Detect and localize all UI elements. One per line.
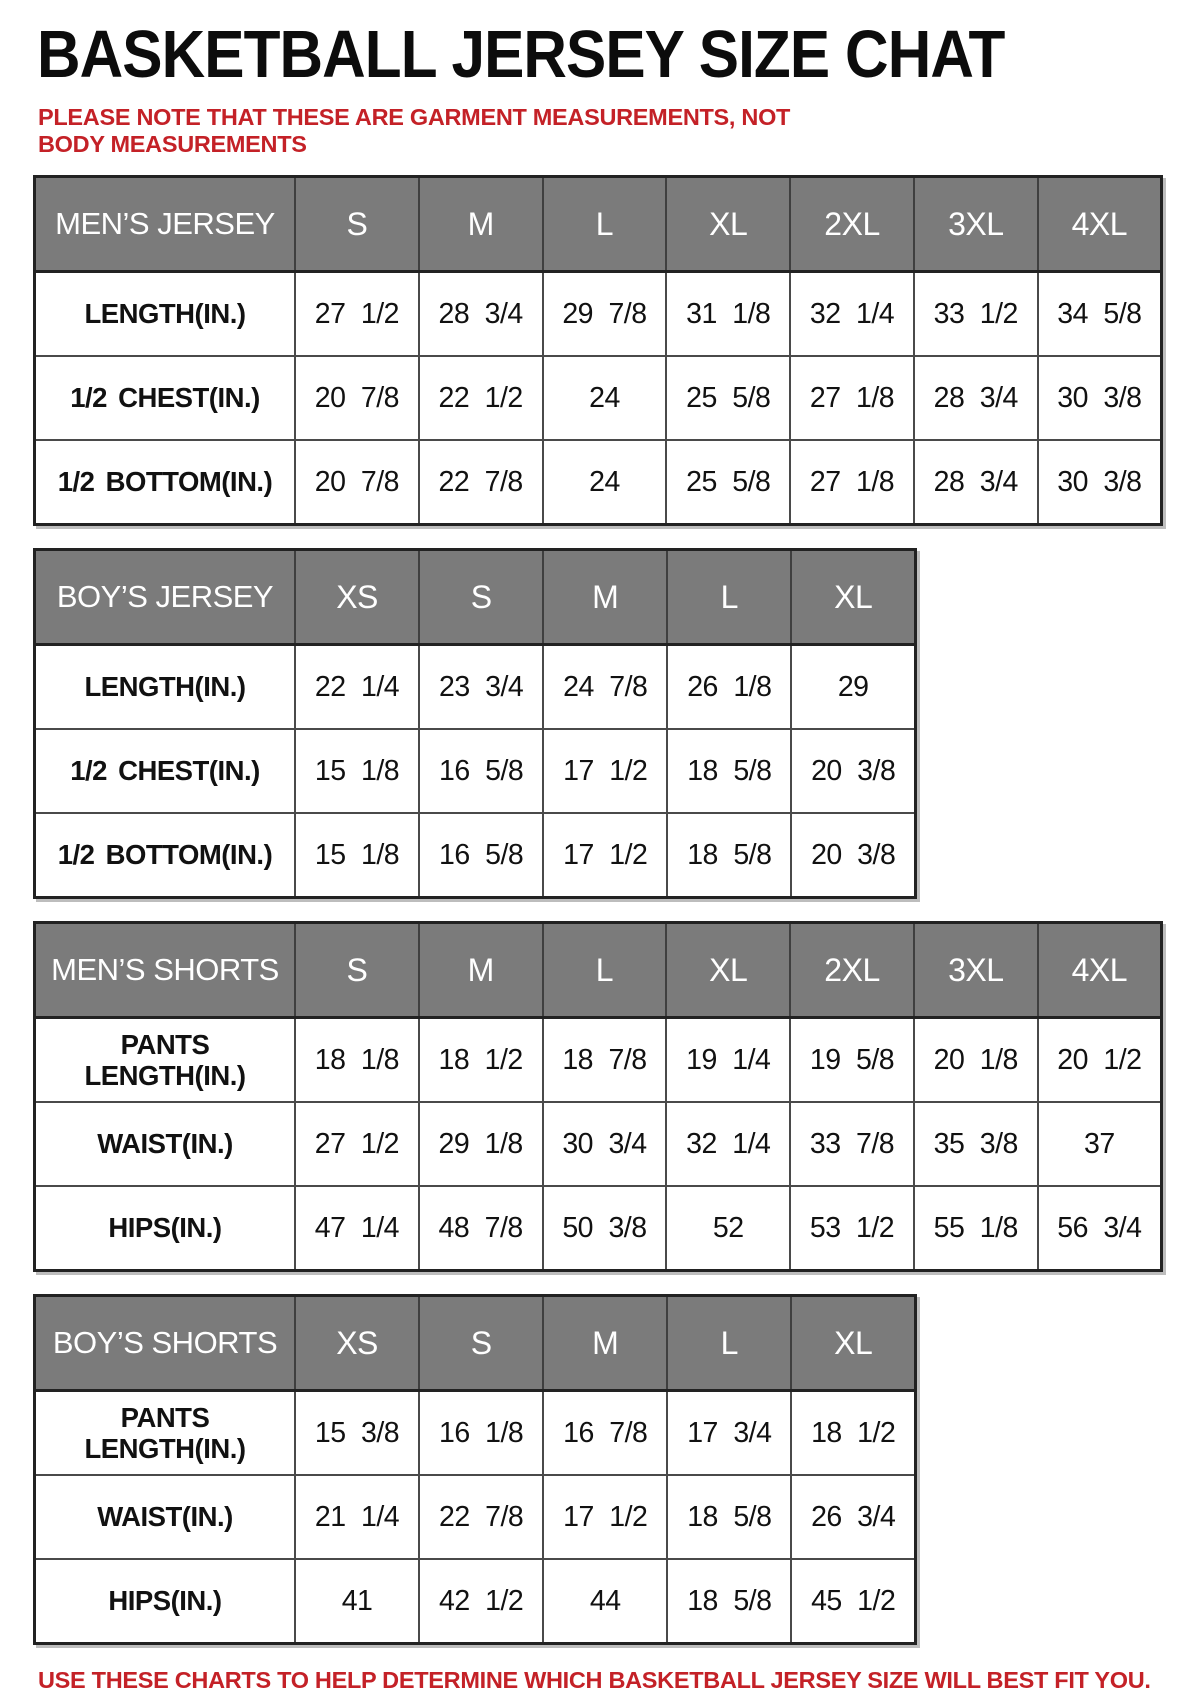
table-row bbox=[35, 1559, 916, 1644]
row-label: 1/2 BOTTOM(IN.) bbox=[35, 440, 296, 525]
measurement-cell: 18 5/8 bbox=[667, 729, 791, 813]
measurement-cell: 18 7/8 bbox=[543, 1018, 667, 1103]
measurement-cell: 42 1/2 bbox=[419, 1559, 543, 1644]
size-column-header: 3XL bbox=[914, 923, 1038, 1018]
measurement-cell: 28 3/4 bbox=[914, 440, 1038, 525]
measurement-cell: 25 5/8 bbox=[666, 440, 790, 525]
measurement-cell: 30 3/8 bbox=[1038, 440, 1162, 525]
size-column-header: XL bbox=[666, 923, 790, 1018]
size-table-mens-shorts bbox=[33, 921, 1163, 1272]
row-label: 1/2 BOTTOM(IN.) bbox=[35, 813, 296, 898]
measurement-cell: 41 bbox=[295, 1559, 419, 1644]
measurement-cell: 16 7/8 bbox=[543, 1391, 667, 1476]
row-label: 1/2 CHEST(IN.) bbox=[35, 356, 296, 440]
row-label: LENGTH(IN.) bbox=[35, 272, 296, 357]
measurement-cell: 22 7/8 bbox=[419, 440, 543, 525]
measurement-cell: 22 1/2 bbox=[419, 356, 543, 440]
size-column-header: M bbox=[543, 1296, 667, 1391]
measurement-cell: 27 1/2 bbox=[295, 272, 419, 357]
measurement-cell: 16 1/8 bbox=[419, 1391, 543, 1476]
measurement-cell: 53 1/2 bbox=[790, 1186, 914, 1271]
measurement-cell: 27 1/2 bbox=[295, 1102, 419, 1186]
size-column-header: 2XL bbox=[790, 923, 914, 1018]
size-column-header: XS bbox=[295, 1296, 419, 1391]
size-column-header: S bbox=[419, 1296, 543, 1391]
table-row bbox=[35, 729, 916, 813]
row-label: HIPS(IN.) bbox=[35, 1186, 296, 1271]
size-table-boys-shorts bbox=[33, 1294, 917, 1645]
measurement-cell: 50 3/8 bbox=[543, 1186, 667, 1271]
measurement-cell: 22 1/4 bbox=[295, 645, 419, 730]
measurement-cell: 18 5/8 bbox=[667, 1475, 791, 1559]
size-column-header: XL bbox=[791, 1296, 915, 1391]
measurement-cell: 27 1/8 bbox=[790, 440, 914, 525]
measurement-cell: 17 1/2 bbox=[543, 729, 667, 813]
measurement-cell: 16 5/8 bbox=[419, 813, 543, 898]
header-row bbox=[35, 177, 1162, 272]
size-table-boys-jersey bbox=[33, 548, 917, 899]
size-column-header: M bbox=[543, 550, 667, 645]
measurement-cell: 18 1/2 bbox=[791, 1391, 915, 1476]
header-row bbox=[35, 1296, 916, 1391]
measurement-cell: 17 1/2 bbox=[543, 1475, 667, 1559]
measurement-cell: 33 1/2 bbox=[914, 272, 1038, 357]
measurement-cell: 29 1/8 bbox=[419, 1102, 543, 1186]
size-table-mens-jersey bbox=[33, 175, 1163, 526]
table-row bbox=[35, 356, 1162, 440]
measurement-cell: 18 1/2 bbox=[419, 1018, 543, 1103]
table-row bbox=[35, 1391, 916, 1476]
size-column-header: M bbox=[419, 177, 543, 272]
page-title: BASKETBALL JERSEY SIZE CHAT bbox=[37, 17, 1005, 92]
boys-shorts-table-container bbox=[33, 1294, 1170, 1645]
fit-advice-footer: USE THESE CHARTS TO HELP DETERMINE WHICH BASKETBALL JERSEY SIZE WILL BEST FIT YOU. bbox=[38, 1667, 1151, 1694]
measurement-cell: 31 1/8 bbox=[666, 272, 790, 357]
table-title-cell: BOY’S SHORTS bbox=[35, 1296, 296, 1391]
size-column-header: L bbox=[543, 177, 667, 272]
measurement-cell: 29 bbox=[791, 645, 915, 730]
row-label: PANTS LENGTH(IN.) bbox=[35, 1391, 296, 1476]
size-column-header: 3XL bbox=[914, 177, 1038, 272]
size-column-header: L bbox=[667, 1296, 791, 1391]
measurement-cell: 17 1/2 bbox=[543, 813, 667, 898]
row-label: LENGTH(IN.) bbox=[35, 645, 296, 730]
measurement-cell: 26 1/8 bbox=[667, 645, 791, 730]
size-column-header: XL bbox=[666, 177, 790, 272]
size-column-header: S bbox=[295, 177, 419, 272]
measurement-cell: 19 1/4 bbox=[666, 1018, 790, 1103]
table-title-cell: BOY’S JERSEY bbox=[35, 550, 296, 645]
measurement-cell: 52 bbox=[666, 1186, 790, 1271]
measurement-cell: 27 1/8 bbox=[790, 356, 914, 440]
measurement-cell: 20 7/8 bbox=[295, 440, 419, 525]
table-row bbox=[35, 1475, 916, 1559]
measurement-cell: 16 5/8 bbox=[419, 729, 543, 813]
measurement-cell: 24 7/8 bbox=[543, 645, 667, 730]
row-label: PANTS LENGTH(IN.) bbox=[35, 1018, 296, 1103]
table-row bbox=[35, 1186, 1162, 1271]
measurement-cell: 24 bbox=[543, 440, 667, 525]
measurement-cell: 28 3/4 bbox=[419, 272, 543, 357]
size-column-header: L bbox=[667, 550, 791, 645]
measurement-cell: 20 7/8 bbox=[295, 356, 419, 440]
measurement-cell: 20 3/8 bbox=[791, 813, 915, 898]
mens-shorts-table-container bbox=[33, 921, 1170, 1272]
measurement-cell: 34 5/8 bbox=[1038, 272, 1162, 357]
measurement-cell: 15 1/8 bbox=[295, 813, 419, 898]
measurement-cell: 28 3/4 bbox=[914, 356, 1038, 440]
table-row bbox=[35, 645, 916, 730]
measurement-cell: 20 3/8 bbox=[791, 729, 915, 813]
garment-measurement-note: PLEASE NOTE THAT THESE ARE GARMENT MEASUREMENTS, NOT BODY MEASUREMENTS bbox=[38, 103, 791, 158]
size-column-header: L bbox=[543, 923, 667, 1018]
size-column-header: XL bbox=[791, 550, 915, 645]
row-label: WAIST(IN.) bbox=[35, 1102, 296, 1186]
size-column-header: S bbox=[419, 550, 543, 645]
size-column-header: 4XL bbox=[1038, 923, 1162, 1018]
measurement-cell: 19 5/8 bbox=[790, 1018, 914, 1103]
measurement-cell: 17 3/4 bbox=[667, 1391, 791, 1476]
mens-jersey-table-container bbox=[33, 175, 1170, 526]
size-column-header: 4XL bbox=[1038, 177, 1162, 272]
table-title-cell: MEN’S JERSEY bbox=[35, 177, 296, 272]
measurement-cell: 20 1/8 bbox=[914, 1018, 1038, 1103]
measurement-cell: 47 1/4 bbox=[295, 1186, 419, 1271]
measurement-cell: 33 7/8 bbox=[790, 1102, 914, 1186]
measurement-cell: 25 5/8 bbox=[666, 356, 790, 440]
measurement-cell: 55 1/8 bbox=[914, 1186, 1038, 1271]
measurement-cell: 15 1/8 bbox=[295, 729, 419, 813]
measurement-cell: 29 7/8 bbox=[543, 272, 667, 357]
measurement-cell: 37 bbox=[1038, 1102, 1162, 1186]
measurement-cell: 18 5/8 bbox=[667, 813, 791, 898]
table-row bbox=[35, 1018, 1162, 1103]
measurement-cell: 24 bbox=[543, 356, 667, 440]
boys-jersey-table-container bbox=[33, 548, 1170, 899]
table-title-cell: MEN’S SHORTS bbox=[35, 923, 296, 1018]
header-row bbox=[35, 550, 916, 645]
measurement-cell: 32 1/4 bbox=[790, 272, 914, 357]
measurement-cell: 44 bbox=[543, 1559, 667, 1644]
measurement-cell: 30 3/4 bbox=[543, 1102, 667, 1186]
measurement-cell: 45 1/2 bbox=[791, 1559, 915, 1644]
measurement-cell: 32 1/4 bbox=[666, 1102, 790, 1186]
row-label: HIPS(IN.) bbox=[35, 1559, 296, 1644]
measurement-cell: 15 3/8 bbox=[295, 1391, 419, 1476]
table-row bbox=[35, 813, 916, 898]
measurement-cell: 18 1/8 bbox=[295, 1018, 419, 1103]
size-column-header: XS bbox=[295, 550, 419, 645]
measurement-cell: 30 3/8 bbox=[1038, 356, 1162, 440]
table-row bbox=[35, 272, 1162, 357]
measurement-cell: 26 3/4 bbox=[791, 1475, 915, 1559]
measurement-cell: 22 7/8 bbox=[419, 1475, 543, 1559]
size-column-header: S bbox=[295, 923, 419, 1018]
measurement-cell: 18 5/8 bbox=[667, 1559, 791, 1644]
measurement-cell: 35 3/8 bbox=[914, 1102, 1038, 1186]
measurement-cell: 48 7/8 bbox=[419, 1186, 543, 1271]
measurement-cell: 23 3/4 bbox=[419, 645, 543, 730]
measurement-cell: 56 3/4 bbox=[1038, 1186, 1162, 1271]
row-label: 1/2 CHEST(IN.) bbox=[35, 729, 296, 813]
measurement-cell: 20 1/2 bbox=[1038, 1018, 1162, 1103]
header-row bbox=[35, 923, 1162, 1018]
table-row bbox=[35, 1102, 1162, 1186]
size-column-header: M bbox=[419, 923, 543, 1018]
measurement-cell: 21 1/4 bbox=[295, 1475, 419, 1559]
size-column-header: 2XL bbox=[790, 177, 914, 272]
row-label: WAIST(IN.) bbox=[35, 1475, 296, 1559]
table-row bbox=[35, 440, 1162, 525]
